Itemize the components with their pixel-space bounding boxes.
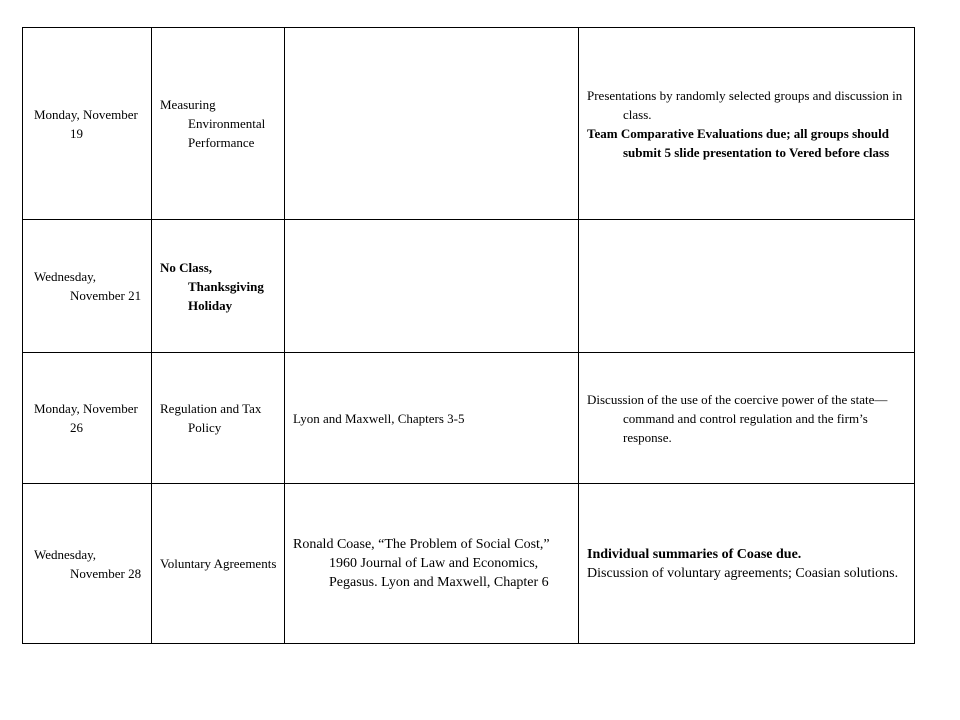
topic-text: Regulation and Tax Policy (160, 401, 262, 435)
notes-text: Individual summaries of Coase due. (587, 546, 802, 562)
notes-text: Discussion of voluntary agreements; Coasian solutions. (587, 565, 899, 581)
date-cell (23, 28, 152, 220)
notes-cell (579, 28, 915, 220)
notes-cell (579, 353, 915, 484)
date-text: Monday, November 19 (34, 106, 138, 141)
date-text: Wednesday, November 21 (34, 269, 142, 303)
notes-text: Team Comparative Evaluations due; all groups should submit 5 slide presentation to Vered before class (587, 125, 890, 160)
topic-cell (152, 28, 285, 220)
reading-cell (285, 353, 579, 484)
table-row (23, 353, 915, 484)
notes-text: Discussion of the use of the coercive power of the state—command and control regulation and the firm’s response. (587, 391, 888, 445)
reading-cell (285, 28, 579, 220)
reading-cell (285, 220, 579, 353)
date-cell (23, 220, 152, 353)
notes-text: Presentations by randomly selected groups and discussion in class. (587, 87, 903, 122)
topic-cell (152, 353, 285, 484)
topic-cell (152, 220, 285, 353)
topic-text: Measuring Environmental Performance (160, 97, 266, 150)
date-cell (23, 353, 152, 484)
reading-text: Ronald Coase, “The Problem of Social Cost,” 1960 Journal of Law and Economics, Pegasus. Lyon and Maxwell, Chapter 6 (293, 537, 550, 590)
table-row (23, 484, 915, 644)
schedule-table (22, 27, 915, 644)
date-text: Wednesday, November 28 (34, 546, 142, 581)
topic-cell (152, 484, 285, 644)
topic-text: Voluntary Agreements (160, 556, 277, 571)
notes-cell (579, 220, 915, 353)
reading-text: Lyon and Maxwell, Chapters 3-5 (293, 410, 465, 426)
table-row (23, 28, 915, 220)
topic-text: No Class, Thanksgiving Holiday (160, 259, 264, 313)
date-cell (23, 484, 152, 644)
table-row (23, 220, 915, 353)
date-text: Monday, November 26 (34, 401, 138, 435)
notes-cell (579, 484, 915, 644)
reading-cell (285, 484, 579, 644)
